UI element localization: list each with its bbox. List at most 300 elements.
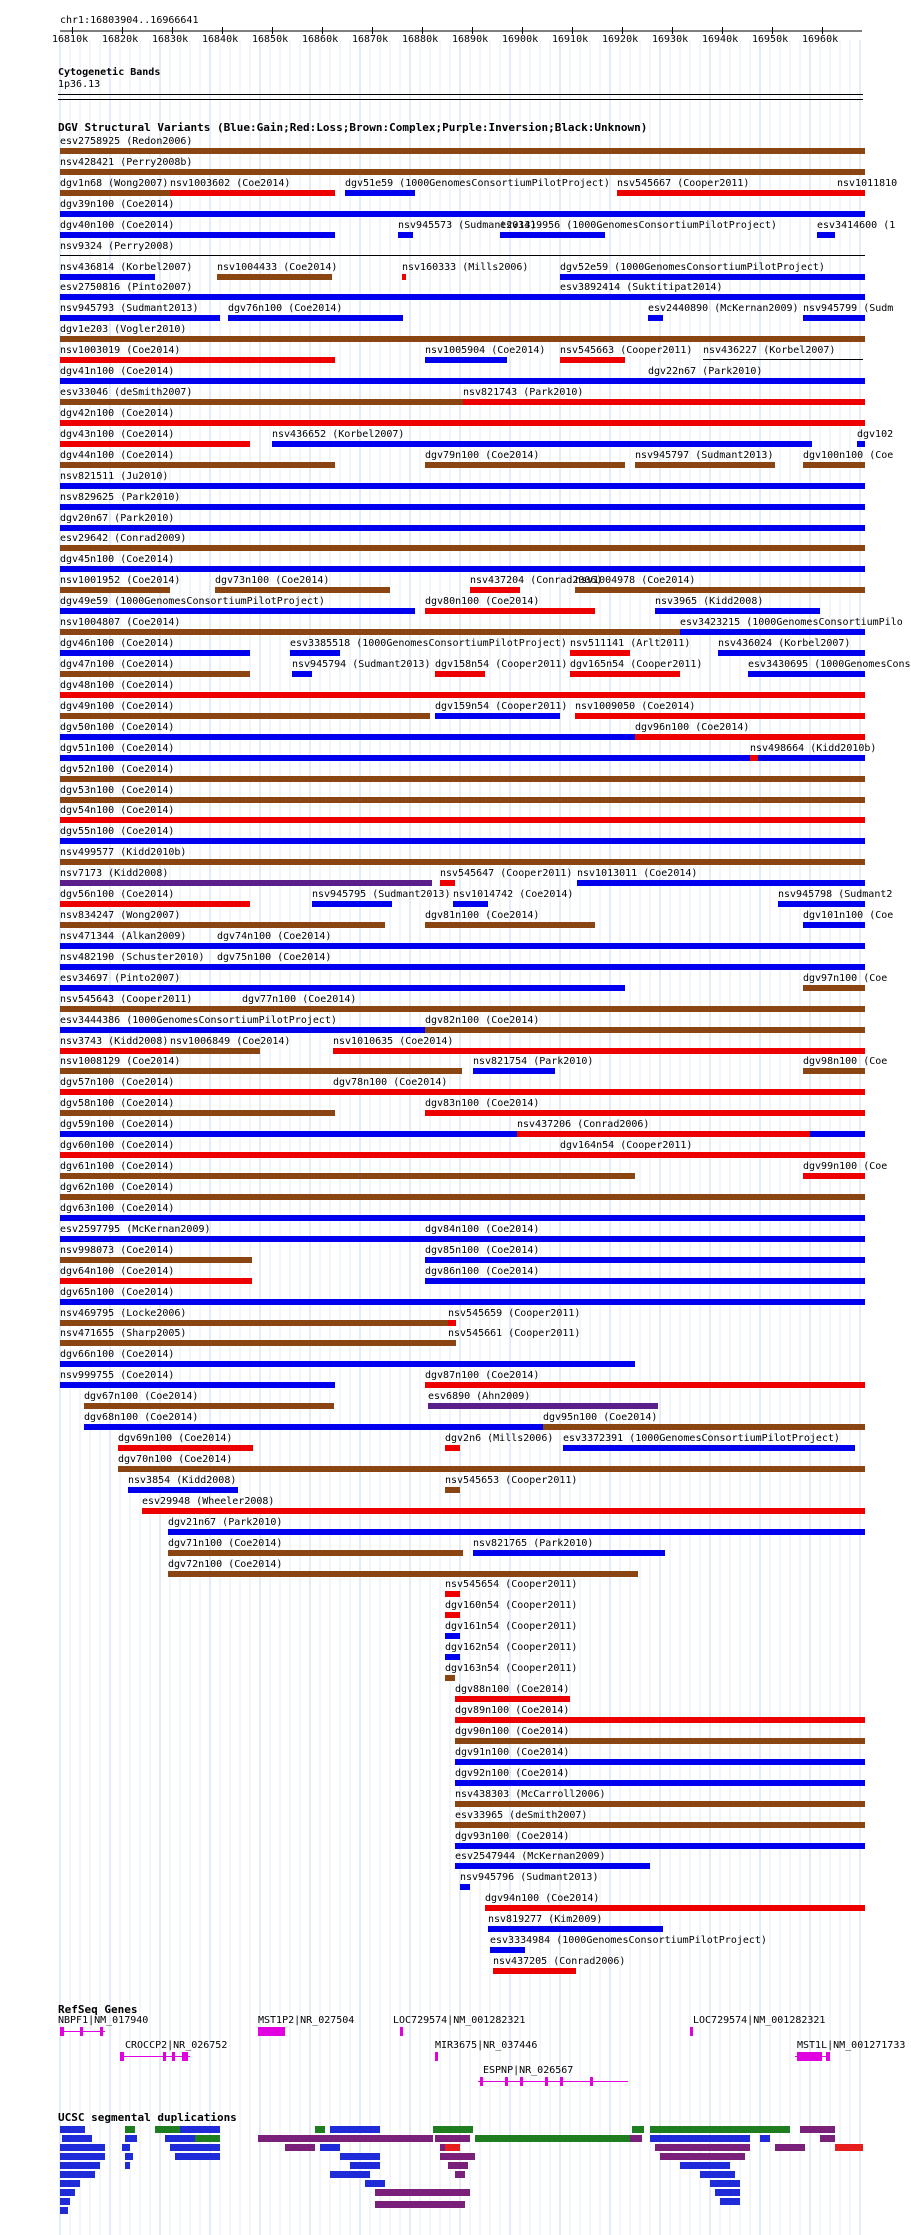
variant-bar[interactable] xyxy=(748,671,865,677)
variant-label[interactable]: dgv2n6 (Mills2006) xyxy=(445,1433,554,1444)
variant-bar[interactable] xyxy=(60,566,865,572)
variant-label[interactable]: nsv428421 (Perry2008b) xyxy=(60,157,193,168)
variant-label[interactable]: nsv945798 (Sudmant2 xyxy=(778,889,893,900)
variant-label[interactable]: nsv498664 (Kidd2010b) xyxy=(750,743,877,754)
variant-bar[interactable] xyxy=(570,671,680,677)
variant-label[interactable]: nsv1004978 (Coe2014) xyxy=(575,575,696,586)
variant-label[interactable]: nsv998073 (Coe2014) xyxy=(60,1245,175,1256)
variant-label[interactable]: nsv821743 (Park2010) xyxy=(463,387,584,398)
variant-label[interactable]: nsv1011810 xyxy=(837,178,898,189)
segdup-bar[interactable] xyxy=(285,2144,315,2151)
segdup-bar[interactable] xyxy=(440,2153,475,2160)
gene-espnp[interactable] xyxy=(478,2081,628,2082)
segdup-bar[interactable] xyxy=(448,2162,468,2169)
variant-bar[interactable] xyxy=(60,797,865,803)
gene-mst1p2[interactable] xyxy=(258,2027,285,2036)
variant-bar[interactable] xyxy=(460,1884,470,1890)
segdup-bar[interactable] xyxy=(760,2135,770,2142)
variant-label[interactable]: dgv42n100 (Coe2014) xyxy=(60,408,175,419)
variant-label[interactable]: dgv91n100 (Coe2014) xyxy=(455,1747,570,1758)
variant-bar[interactable] xyxy=(272,441,812,447)
segdup-bar[interactable] xyxy=(330,2171,370,2178)
segdup-bar[interactable] xyxy=(835,2144,863,2151)
variant-label[interactable]: esv2597795 (McKernan2009) xyxy=(60,1224,211,1235)
segdup-bar[interactable] xyxy=(125,2126,135,2133)
variant-label[interactable]: esv33965 (deSmith2007) xyxy=(455,1810,588,1821)
segdup-bar[interactable] xyxy=(660,2153,745,2160)
variant-bar[interactable] xyxy=(168,1529,865,1535)
segdup-bar[interactable] xyxy=(720,2198,740,2205)
segdup-bar[interactable] xyxy=(433,2126,473,2133)
variant-label[interactable]: dgv82n100 (Coe2014) xyxy=(425,1015,540,1026)
variant-label[interactable]: nsv834247 (Wong2007) xyxy=(60,910,181,921)
variant-label[interactable]: esv2750816 (Pinto2007) xyxy=(60,282,193,293)
variant-label[interactable]: nsv438303 (McCarroll2006) xyxy=(455,1789,606,1800)
variant-label[interactable]: dgv64n100 (Coe2014) xyxy=(60,1266,175,1277)
segdup-bar[interactable] xyxy=(315,2126,325,2133)
variant-label[interactable]: dgv49n100 (Coe2014) xyxy=(60,701,175,712)
variant-label[interactable]: dgv162n54 (Cooper2011) xyxy=(445,1642,578,1653)
variant-bar[interactable] xyxy=(470,587,520,593)
variant-bar[interactable] xyxy=(803,922,865,928)
gene-label-croccp2[interactable]: CROCCP2|NR_026752 xyxy=(125,2040,228,2051)
variant-bar[interactable] xyxy=(60,1257,252,1263)
segdup-bar[interactable] xyxy=(60,2198,70,2205)
variant-bar[interactable] xyxy=(425,1110,865,1116)
variant-bar[interactable] xyxy=(837,190,865,196)
variant-label[interactable]: dgv88n100 (Coe2014) xyxy=(455,1684,570,1695)
variant-label[interactable]: dgv77n100 (Coe2014) xyxy=(242,994,357,1005)
variant-label[interactable]: dgv101n100 (Coe xyxy=(803,910,894,921)
gene-loc729574-b[interactable] xyxy=(690,2027,693,2036)
variant-bar[interactable] xyxy=(435,713,560,719)
variant-label[interactable]: nsv437204 (Conrad2006) xyxy=(470,575,603,586)
variant-bar[interactable] xyxy=(60,483,865,489)
segdup-bar[interactable] xyxy=(800,2126,835,2133)
variant-bar[interactable] xyxy=(560,294,865,300)
segdup-bar[interactable] xyxy=(60,2126,85,2133)
variant-label[interactable]: nsv471655 (Sharp2005) xyxy=(60,1328,187,1339)
variant-label[interactable]: dgv89n100 (Coe2014) xyxy=(455,1705,570,1716)
variant-label[interactable]: dgv57n100 (Coe2014) xyxy=(60,1077,175,1088)
variant-label[interactable]: dgv95n100 (Coe2014) xyxy=(543,1412,658,1423)
gene-loc729574-a[interactable] xyxy=(400,2027,403,2036)
gene-label-loc729574-b[interactable]: LOC729574|NM_001282321 xyxy=(693,2015,826,2026)
variant-bar[interactable] xyxy=(680,629,865,635)
segdup-bar[interactable] xyxy=(630,2135,642,2142)
variant-bar[interactable] xyxy=(60,357,335,363)
variant-label[interactable]: nsv945573 (Sudmant2013) xyxy=(398,220,537,231)
variant-label[interactable]: nsv3854 (Kidd2008) xyxy=(128,1475,237,1486)
variant-label[interactable]: nsv469795 (Locke2006) xyxy=(60,1308,187,1319)
variant-label[interactable]: dgv159n54 (Cooper2011) xyxy=(435,701,568,712)
variant-label[interactable]: nsv436814 (Korbel2007) xyxy=(60,262,193,273)
variant-label[interactable]: nsv482190 (Schuster2010) xyxy=(60,952,205,963)
variant-bar[interactable] xyxy=(425,1257,865,1263)
variant-bar[interactable] xyxy=(490,1947,525,1953)
variant-bar[interactable] xyxy=(333,1048,865,1054)
variant-bar[interactable] xyxy=(803,985,865,991)
variant-label[interactable]: esv34697 (Pinto2007) xyxy=(60,973,181,984)
variant-bar[interactable] xyxy=(217,943,865,949)
variant-bar[interactable] xyxy=(560,1152,690,1158)
variant-bar[interactable] xyxy=(563,1445,855,1451)
variant-bar[interactable] xyxy=(425,608,595,614)
variant-bar[interactable] xyxy=(575,587,865,593)
variant-bar[interactable] xyxy=(445,1487,460,1493)
variant-bar[interactable] xyxy=(455,1717,865,1723)
variant-label[interactable]: dgv49e59 (1000GenomesConsortiumPilotProject) xyxy=(60,596,325,607)
variant-bar[interactable] xyxy=(60,1278,252,1284)
variant-label[interactable]: dgv85n100 (Coe2014) xyxy=(425,1245,540,1256)
variant-label[interactable]: dgv92n100 (Coe2014) xyxy=(455,1768,570,1779)
variant-bar[interactable] xyxy=(228,315,403,321)
variant-bar[interactable] xyxy=(60,525,865,531)
variant-label[interactable]: esv2758925 (Redon2006) xyxy=(60,136,193,147)
variant-label[interactable]: nsv1014742 (Coe2014) xyxy=(453,889,574,900)
variant-bar[interactable] xyxy=(60,420,865,426)
variant-bar[interactable] xyxy=(435,671,485,677)
segdup-bar[interactable] xyxy=(60,2189,75,2196)
variant-bar[interactable] xyxy=(60,274,155,280)
variant-label[interactable]: nsv1005904 (Coe2014) xyxy=(425,345,546,356)
variant-label[interactable]: dgv79n100 (Coe2014) xyxy=(425,450,540,461)
variant-bar[interactable] xyxy=(60,1382,335,1388)
segdup-bar[interactable] xyxy=(632,2126,644,2133)
variant-label[interactable]: dgv21n67 (Park2010) xyxy=(168,1517,283,1528)
segdup-bar[interactable] xyxy=(180,2126,220,2133)
variant-label[interactable]: dgv22n67 (Park2010) xyxy=(648,366,763,377)
variant-bar[interactable] xyxy=(168,1571,638,1577)
variant-label[interactable]: dgv1e203 (Vogler2010) xyxy=(60,324,187,335)
variant-label[interactable]: nsv436652 (Korbel2007) xyxy=(272,429,405,440)
variant-label[interactable]: esv3444386 (1000GenomesConsortiumPilotProject) xyxy=(60,1015,337,1026)
segdup-bar[interactable] xyxy=(340,2153,380,2160)
variant-bar[interactable] xyxy=(170,1048,260,1054)
variant-label[interactable]: dgv40n100 (Coe2014) xyxy=(60,220,175,231)
variant-label[interactable]: dgv71n100 (Coe2014) xyxy=(168,1538,283,1549)
variant-bar[interactable] xyxy=(445,1445,460,1451)
gene-label-espnp[interactable]: ESPNP|NR_026567 xyxy=(483,2065,574,2076)
variant-label[interactable]: dgv43n100 (Coe2014) xyxy=(60,429,175,440)
variant-label[interactable]: dgv52n100 (Coe2014) xyxy=(60,764,175,775)
variant-label[interactable]: nsv1009050 (Coe2014) xyxy=(575,701,696,712)
variant-bar[interactable] xyxy=(60,336,865,342)
variant-label[interactable]: dgv97n100 (Coe xyxy=(803,973,888,984)
segdup-bar[interactable] xyxy=(60,2162,100,2169)
segdup-bar[interactable] xyxy=(375,2189,470,2196)
variant-label[interactable]: nsv821511 (Ju2010) xyxy=(60,471,169,482)
segdup-bar[interactable] xyxy=(258,2135,433,2142)
variant-label[interactable]: dgv61n100 (Coe2014) xyxy=(60,1161,175,1172)
variant-bar[interactable] xyxy=(402,274,406,280)
variant-label[interactable]: esv3372391 (1000GenomesConsortiumPilotProject) xyxy=(563,1433,840,1444)
variant-label[interactable]: dgv52e59 (1000GenomesConsortiumPilotProject) xyxy=(560,262,825,273)
variant-label[interactable]: nsv945797 (Sudmant2013) xyxy=(635,450,774,461)
variant-label[interactable]: dgv39n100 (Coe2014) xyxy=(60,199,175,210)
variant-label[interactable]: dgv50n100 (Coe2014) xyxy=(60,722,175,733)
variant-label[interactable]: nsv160333 (Mills2006) xyxy=(402,262,529,273)
segdup-bar[interactable] xyxy=(122,2144,130,2151)
variant-bar[interactable] xyxy=(648,378,865,384)
variant-bar[interactable] xyxy=(448,1340,456,1346)
variant-bar[interactable] xyxy=(570,650,630,656)
variant-bar[interactable] xyxy=(517,1131,810,1137)
variant-label[interactable]: nsv3743 (Kidd2008) xyxy=(60,1036,169,1047)
variant-bar[interactable] xyxy=(60,734,635,740)
variant-bar[interactable] xyxy=(60,1340,450,1346)
variant-label[interactable]: nsv1006849 (Coe2014) xyxy=(170,1036,291,1047)
variant-bar[interactable] xyxy=(455,1780,865,1786)
variant-label[interactable]: nsv436024 (Korbel2007) xyxy=(718,638,851,649)
variant-bar[interactable] xyxy=(60,922,385,928)
variant-bar[interactable] xyxy=(817,232,835,238)
variant-bar[interactable] xyxy=(60,838,865,844)
variant-bar[interactable] xyxy=(655,608,820,614)
variant-label[interactable]: dgv70n100 (Coe2014) xyxy=(118,1454,233,1465)
segdup-bar[interactable] xyxy=(700,2171,735,2178)
segdup-bar[interactable] xyxy=(195,2135,220,2142)
variant-bar[interactable] xyxy=(312,901,392,907)
variant-bar[interactable] xyxy=(750,755,758,761)
variant-label[interactable]: nsv545654 (Cooper2011) xyxy=(445,1579,578,1590)
variant-bar[interactable] xyxy=(448,1320,456,1326)
variant-bar[interactable] xyxy=(398,232,413,238)
segdup-bar[interactable] xyxy=(455,2171,465,2178)
variant-bar[interactable] xyxy=(455,1822,865,1828)
segdup-bar[interactable] xyxy=(435,2135,470,2142)
variant-bar[interactable] xyxy=(560,274,865,280)
variant-bar[interactable] xyxy=(455,1738,865,1744)
variant-label[interactable]: esv3414600 (1 xyxy=(817,220,896,231)
variant-bar[interactable] xyxy=(857,441,865,447)
gene-label-loc729574-a[interactable]: LOC729574|NM_001282321 xyxy=(393,2015,526,2026)
variant-label[interactable]: nsv545661 (Cooper2011) xyxy=(448,1328,581,1339)
variant-label[interactable]: dgv76n100 (Coe2014) xyxy=(228,303,343,314)
variant-label[interactable]: dgv98n100 (Coe xyxy=(803,1056,888,1067)
variant-label[interactable]: nsv471344 (Alkan2009) xyxy=(60,931,187,942)
variant-bar[interactable] xyxy=(60,901,250,907)
variant-label[interactable]: dgv58n100 (Coe2014) xyxy=(60,1098,175,1109)
variant-bar[interactable] xyxy=(445,1633,460,1639)
variant-bar[interactable] xyxy=(60,441,250,447)
variant-label[interactable]: nsv945793 (Sudmant2013) xyxy=(60,303,199,314)
variant-bar[interactable] xyxy=(60,211,865,217)
variant-label[interactable]: nsv545667 (Cooper2011) xyxy=(617,178,750,189)
variant-bar[interactable] xyxy=(488,1926,663,1932)
variant-bar[interactable] xyxy=(60,1152,865,1158)
variant-bar[interactable] xyxy=(428,1403,658,1409)
variant-label[interactable]: nsv1004807 (Coe2014) xyxy=(60,617,181,628)
variant-label[interactable]: dgv75n100 (Coe2014) xyxy=(217,952,332,963)
variant-bar[interactable] xyxy=(425,357,507,363)
variant-label[interactable]: esv29948 (Wheeler2008) xyxy=(142,1496,275,1507)
variant-bar[interactable] xyxy=(60,545,865,551)
variant-bar[interactable] xyxy=(485,1905,865,1911)
variant-label[interactable]: nsv1004433 (Coe2014) xyxy=(217,262,338,273)
variant-bar[interactable] xyxy=(635,734,865,740)
variant-bar[interactable] xyxy=(60,1068,462,1074)
variant-bar[interactable] xyxy=(333,1089,865,1095)
variant-label[interactable]: nsv9324 (Perry2008) xyxy=(60,241,175,252)
variant-label[interactable]: dgv100n100 (Coe xyxy=(803,450,894,461)
variant-label[interactable]: esv29642 (Conrad2009) xyxy=(60,533,187,544)
variant-label[interactable]: nsv819277 (Kim2009) xyxy=(488,1914,603,1925)
variant-bar[interactable] xyxy=(455,1863,650,1869)
segdup-bar[interactable] xyxy=(60,2180,80,2187)
variant-label[interactable]: dgv158n54 (Cooper2011) xyxy=(435,659,568,670)
variant-label[interactable]: dgv81n100 (Coe2014) xyxy=(425,910,540,921)
variant-bar[interactable] xyxy=(345,190,415,196)
variant-label[interactable]: esv3423215 (1000GenomesConsortiumPilo xyxy=(680,617,903,628)
segdup-bar[interactable] xyxy=(60,2144,105,2151)
variant-label[interactable]: dgv59n100 (Coe2014) xyxy=(60,1119,175,1130)
segdup-bar[interactable] xyxy=(125,2135,137,2142)
variant-label[interactable]: nsv821765 (Park2010) xyxy=(473,1538,594,1549)
variant-label[interactable]: dgv93n100 (Coe2014) xyxy=(455,1831,570,1842)
variant-label[interactable]: esv3419956 (1000GenomesConsortiumPilotProject) xyxy=(500,220,777,231)
variant-bar[interactable] xyxy=(60,1215,865,1221)
variant-bar[interactable] xyxy=(445,1612,460,1618)
variant-label[interactable]: nsv499577 (Kidd2010b) xyxy=(60,847,187,858)
segdup-bar[interactable] xyxy=(655,2144,750,2151)
variant-label[interactable]: esv3430695 (1000GenomesCons xyxy=(748,659,911,670)
segdup-bar[interactable] xyxy=(650,2135,750,2142)
variant-bar[interactable] xyxy=(617,190,857,196)
variant-bar[interactable] xyxy=(217,274,332,280)
variant-bar[interactable] xyxy=(60,713,430,719)
variant-bar[interactable] xyxy=(455,1843,865,1849)
variant-bar[interactable] xyxy=(60,880,432,886)
variant-label[interactable]: dgv163n54 (Cooper2011) xyxy=(445,1663,578,1674)
segdup-bar[interactable] xyxy=(60,2171,95,2178)
variant-bar[interactable] xyxy=(60,1299,865,1305)
variant-label[interactable]: dgv63n100 (Coe2014) xyxy=(60,1203,175,1214)
variant-label[interactable]: nsv1003602 (Coe2014) xyxy=(170,178,291,189)
variant-label[interactable]: nsv1008129 (Coe2014) xyxy=(60,1056,181,1067)
variant-label[interactable]: dgv55n100 (Coe2014) xyxy=(60,826,175,837)
variant-bar[interactable] xyxy=(60,315,220,321)
segdup-bar[interactable] xyxy=(365,2180,385,2187)
variant-label[interactable]: esv3385518 (1000GenomesConsortiumPilotProject) xyxy=(290,638,567,649)
gene-mir3675[interactable] xyxy=(435,2052,438,2061)
variant-label[interactable]: dgv65n100 (Coe2014) xyxy=(60,1287,175,1298)
variant-label[interactable]: dgv54n100 (Coe2014) xyxy=(60,805,175,816)
variant-label[interactable]: dgv48n100 (Coe2014) xyxy=(60,680,175,691)
variant-label[interactable]: dgv68n100 (Coe2014) xyxy=(84,1412,199,1423)
variant-bar[interactable] xyxy=(60,190,170,196)
segdup-bar[interactable] xyxy=(330,2126,380,2133)
variant-label[interactable]: nsv7173 (Kidd2008) xyxy=(60,868,169,879)
segdup-bar[interactable] xyxy=(715,2189,740,2196)
variant-label[interactable]: esv33046 (deSmith2007) xyxy=(60,387,193,398)
variant-label[interactable]: dgv72n100 (Coe2014) xyxy=(168,1559,283,1570)
variant-bar[interactable] xyxy=(60,859,865,865)
variant-label[interactable]: dgv87n100 (Coe2014) xyxy=(425,1370,540,1381)
variant-bar[interactable] xyxy=(577,880,865,886)
variant-label[interactable]: nsv511141 (Arlt2011) xyxy=(570,638,691,649)
variant-bar[interactable] xyxy=(60,1110,335,1116)
variant-bar[interactable] xyxy=(60,1173,635,1179)
variant-bar[interactable] xyxy=(500,232,605,238)
segdup-bar[interactable] xyxy=(680,2162,730,2169)
variant-label[interactable]: nsv1013011 (Coe2014) xyxy=(577,868,698,879)
variant-bar[interactable] xyxy=(803,1173,865,1179)
variant-bar[interactable] xyxy=(445,1654,460,1660)
variant-label[interactable]: dgv90n100 (Coe2014) xyxy=(455,1726,570,1737)
variant-label[interactable]: dgv62n100 (Coe2014) xyxy=(60,1182,175,1193)
variant-bar[interactable] xyxy=(60,608,415,614)
variant-bar[interactable] xyxy=(242,1006,865,1012)
gene-label-mir3675[interactable]: MIR3675|NR_037446 xyxy=(435,2040,538,2051)
variant-bar[interactable] xyxy=(648,315,663,321)
variant-label[interactable]: nsv545647 (Cooper2011) xyxy=(440,868,573,879)
variant-bar[interactable] xyxy=(425,1382,865,1388)
segdup-bar[interactable] xyxy=(775,2144,805,2151)
variant-bar[interactable] xyxy=(60,817,865,823)
variant-bar[interactable] xyxy=(803,315,865,321)
variant-bar[interactable] xyxy=(718,650,865,656)
variant-label[interactable]: dgv80n100 (Coe2014) xyxy=(425,596,540,607)
variant-bar[interactable] xyxy=(60,232,335,238)
variant-bar[interactable] xyxy=(543,1424,865,1430)
variant-label[interactable]: nsv3965 (Kidd2008) xyxy=(655,596,764,607)
variant-label[interactable]: nsv945794 (Sudmant2013) xyxy=(292,659,431,670)
variant-bar[interactable] xyxy=(493,1968,576,1974)
variant-bar[interactable] xyxy=(473,1068,555,1074)
variant-label[interactable]: dgv53n100 (Coe2014) xyxy=(60,785,175,796)
segdup-bar[interactable] xyxy=(175,2153,220,2160)
variant-bar[interactable] xyxy=(60,755,865,761)
variant-label[interactable]: nsv1010635 (Coe2014) xyxy=(333,1036,454,1047)
variant-bar[interactable] xyxy=(60,1048,170,1054)
variant-bar[interactable] xyxy=(778,901,865,907)
segdup-bar[interactable] xyxy=(60,2207,68,2214)
variant-bar[interactable] xyxy=(60,671,250,677)
variant-bar[interactable] xyxy=(703,359,863,360)
variant-bar[interactable] xyxy=(142,1508,865,1514)
variant-label[interactable]: dgv67n100 (Coe2014) xyxy=(84,1391,199,1402)
variant-bar[interactable] xyxy=(60,1361,635,1367)
segdup-bar[interactable] xyxy=(60,2153,105,2160)
variant-label[interactable]: nsv1003019 (Coe2014) xyxy=(60,345,181,356)
segdup-bar[interactable] xyxy=(170,2144,220,2151)
variant-bar[interactable] xyxy=(463,399,865,405)
variant-label[interactable]: nsv437206 (Conrad2006) xyxy=(517,1119,650,1130)
segdup-bar[interactable] xyxy=(350,2162,380,2169)
variant-bar[interactable] xyxy=(128,1487,238,1493)
variant-bar[interactable] xyxy=(60,985,625,991)
segdup-bar[interactable] xyxy=(320,2144,340,2151)
variant-bar[interactable] xyxy=(425,922,595,928)
variant-label[interactable]: nsv945795 (Sudmant2013) xyxy=(312,889,451,900)
variant-label[interactable]: nsv545643 (Cooper2011) xyxy=(60,994,193,1005)
variant-label[interactable]: esv3892414 (Suktitipat2014) xyxy=(560,282,723,293)
variant-bar[interactable] xyxy=(60,462,335,468)
variant-bar[interactable] xyxy=(425,1027,865,1033)
variant-label[interactable]: dgv20n67 (Park2010) xyxy=(60,513,175,524)
variant-bar[interactable] xyxy=(575,713,865,719)
variant-label[interactable]: dgv83n100 (Coe2014) xyxy=(425,1098,540,1109)
variant-label[interactable]: nsv999755 (Coe2014) xyxy=(60,1370,175,1381)
gene-label-nbpf1[interactable]: NBPF1|NM_017940 xyxy=(58,2015,149,2026)
gene-label-mst1p2[interactable]: MST1P2|NR_027504 xyxy=(258,2015,355,2026)
variant-label[interactable]: dgv44n100 (Coe2014) xyxy=(60,450,175,461)
segdup-bar[interactable] xyxy=(445,2144,460,2151)
variant-label[interactable]: dgv164n54 (Cooper2011) xyxy=(560,1140,693,1151)
variant-label[interactable]: esv6890 (Ahn2009) xyxy=(428,1391,531,1402)
variant-bar[interactable] xyxy=(455,1801,865,1807)
